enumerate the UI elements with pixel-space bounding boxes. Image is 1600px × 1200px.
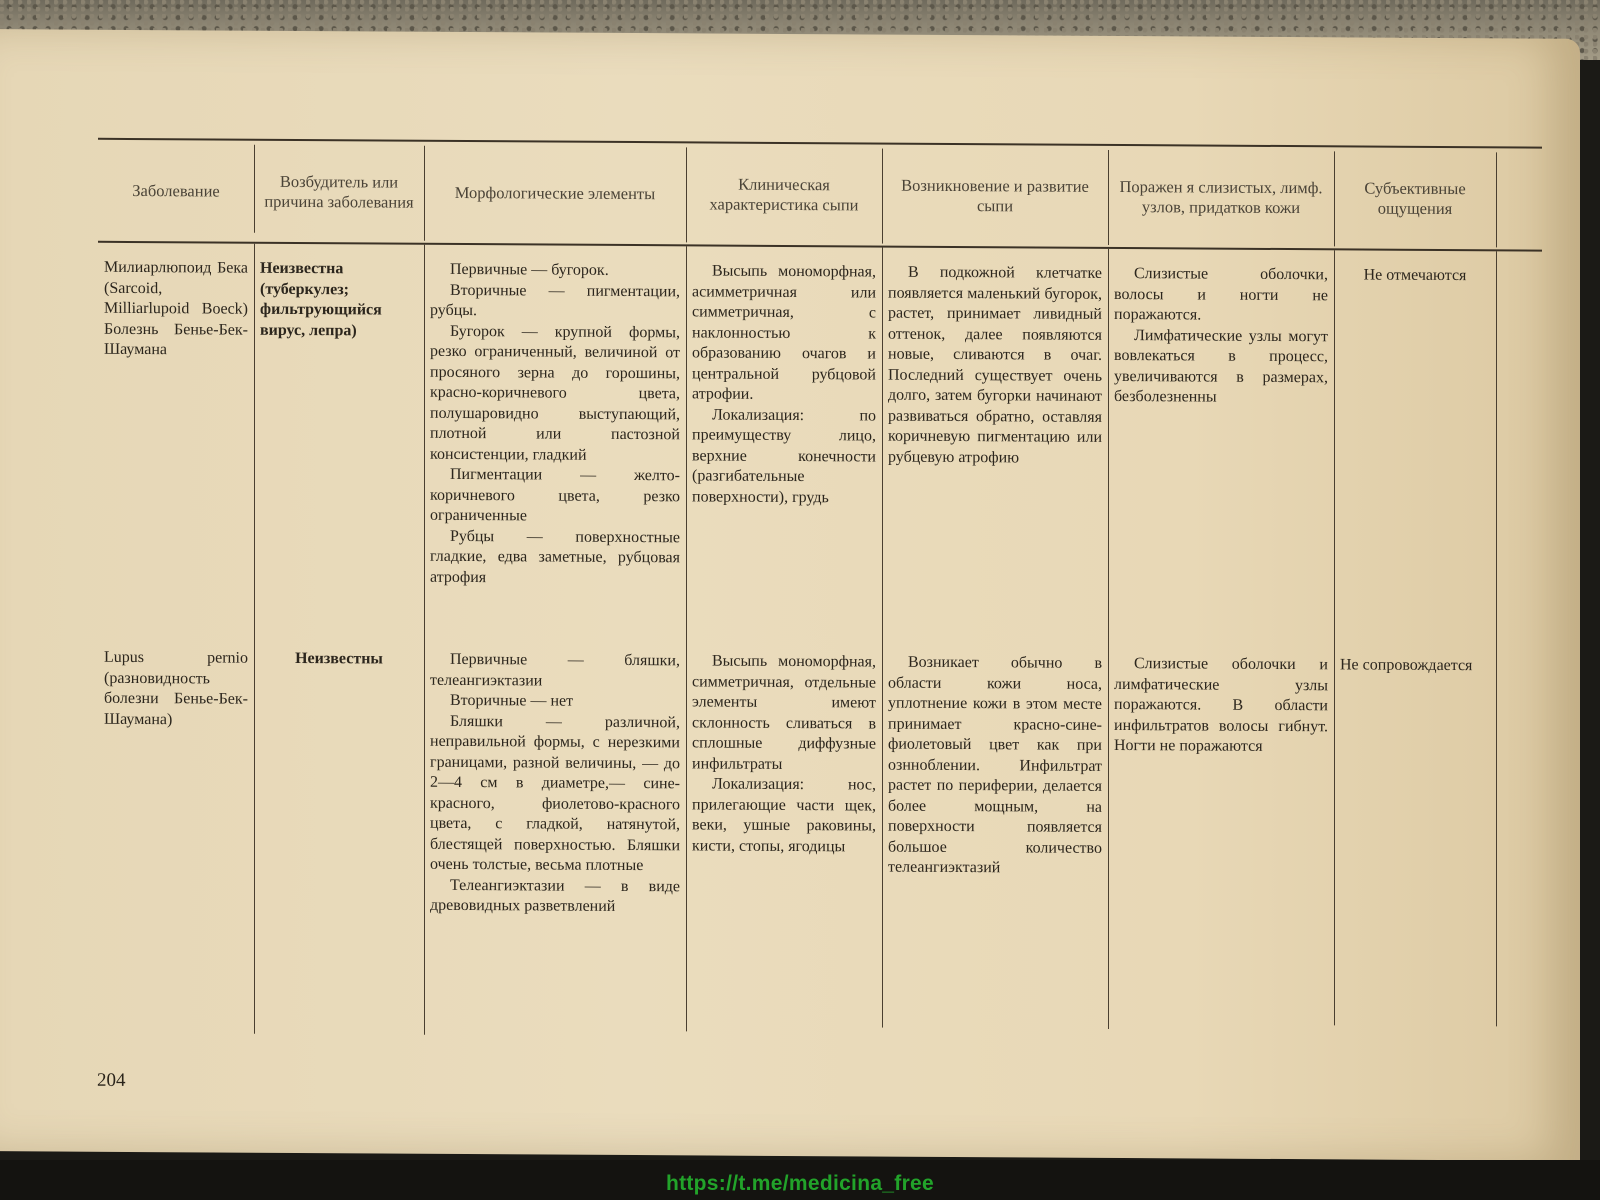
header-cause: Возбудитель или причина заболевания bbox=[264, 171, 414, 212]
morph-text: Первичные — бугорок. bbox=[450, 260, 609, 279]
development-text: Возникает обычно в области кожи носа, уплотнение кожи в этом месте принимает красно-сине-фиолетовый цвет как при ознноблении. Инфильтрат растет по периферии, делается более мощным, на поверхности появляется большое количество телеангиэктазий bbox=[888, 653, 1102, 877]
clinical-text: Локализация: нос, прилегающие части щек, веки, ушные раковины, кисти, стопы, ягодицы bbox=[692, 775, 876, 855]
cell-cause: Неизвестны bbox=[295, 649, 383, 668]
book-page bbox=[0, 29, 1580, 1161]
table-row bbox=[98, 648, 1542, 923]
mucosa-text: Слизистые оболочки, волосы и ногти не поражаются. bbox=[1114, 265, 1328, 324]
cell-clinical bbox=[686, 651, 882, 919]
cell-clinical bbox=[686, 261, 882, 590]
header-subjective: Субъективные ощущения bbox=[1364, 178, 1466, 219]
header-morphology: Морфологические элементы bbox=[454, 182, 656, 204]
morph-text: Телеангиэктазии — в виде древовидных разветвлений bbox=[430, 876, 680, 915]
cell-disease: Милиарлюпоид Бека (Sarcoid, Milliarlupoid Boeck) Болезнь Бенье-Бек-Шаумана bbox=[104, 258, 248, 359]
table-header bbox=[98, 142, 1542, 249]
cell-development bbox=[882, 653, 1108, 921]
morph-text: Бугорок — крупной формы, резко ограниченный, величиной от просяного зерна до горошины, красно-коричневого цвета, полушаровидно выступающий, плотной или пастозной консистенции, гладкий bbox=[430, 322, 680, 464]
cell-development bbox=[882, 263, 1108, 592]
mucosa-text: Лимфатические узлы могут вовлекаться в процесс, увеличиваются в размерах, безболезненны bbox=[1114, 326, 1328, 406]
table-row bbox=[98, 258, 1542, 595]
morph-text: Пигментации — желто-коричневого цвета, резко ограниченные bbox=[430, 465, 680, 525]
morph-text: Вторичные — нет bbox=[450, 691, 574, 710]
morph-text: Первичные — бляшки, телеангиэктазии bbox=[430, 650, 680, 689]
clinical-text: Локализация: по преимуществу лицо, верхние конечности (разгибательные поверхности), грудь bbox=[692, 406, 876, 506]
header-clinical: Клиническая характеристика сыпи bbox=[709, 174, 859, 215]
clinical-text: Высыпь мономорфная, симметричная, отдельные элементы имеют склонность сливаться в сплошные диффузные инфильтраты bbox=[692, 652, 876, 773]
clinical-text: Высыпь мономорфная, асимметричная или симметричная, с наклонностью к образованию очагов и центральной рубцовой атрофии. bbox=[692, 262, 876, 403]
mucosa-text: Слизистые оболочки и лимфатические узлы поражаются. В области инфильтратов волосы гибнут. Ногти не поражаются bbox=[1114, 655, 1328, 755]
morph-text: Вторичные — пигментации, рубцы. bbox=[430, 281, 680, 320]
development-text: В подкожной клетчатке появляется маленький бугорок, растет, принимает ливидный оттенок, далее появляются новые, сливаются в очаг. Последний существует очень долго, затем бугорки начинают развиваться обратно, оставляя коричневую пигментацию или рубцевую атрофию bbox=[888, 263, 1102, 466]
cell-subjective: Не сопровождается bbox=[1340, 656, 1473, 675]
watermark-link[interactable]: https://t.me/medicina_free bbox=[665, 1172, 935, 1195]
morph-text: Бляшки — различной, неправильной формы, с нерезкими границами, разной величины, — до 2—4 см в диаметре,— сине-красного, фиолетово-красного цвета, с гладкой, натянутой, блестящей поверхностью. Бляшки очень толстые, весьма плотные bbox=[430, 712, 680, 875]
disease-table bbox=[98, 138, 1542, 915]
cell-mucosa bbox=[1108, 654, 1334, 922]
page-number: 204 bbox=[97, 1069, 126, 1091]
cell-cause: Неизвестна (туберкулез; фильтрующийся вирус, лепра) bbox=[260, 259, 382, 339]
cell-subjective: Не отмечаются bbox=[1363, 266, 1467, 285]
cell-morphology bbox=[424, 650, 686, 918]
morph-text: Рубцы — поверхностные гладкие, едва заметные, рубцовая атрофия bbox=[430, 527, 680, 586]
header-development: Возникновение и развитие сыпи bbox=[901, 175, 1089, 216]
cell-morphology bbox=[424, 260, 686, 590]
cell-disease: Lupus pernio (разновидность болезни Бенье-Бек-Шаумана) bbox=[104, 648, 248, 728]
cell-mucosa bbox=[1108, 264, 1334, 593]
header-mucosa: Поражен я слизистых, лимф. узлов, придатков кожи bbox=[1119, 177, 1323, 218]
header-disease: Заболевание bbox=[132, 180, 220, 201]
